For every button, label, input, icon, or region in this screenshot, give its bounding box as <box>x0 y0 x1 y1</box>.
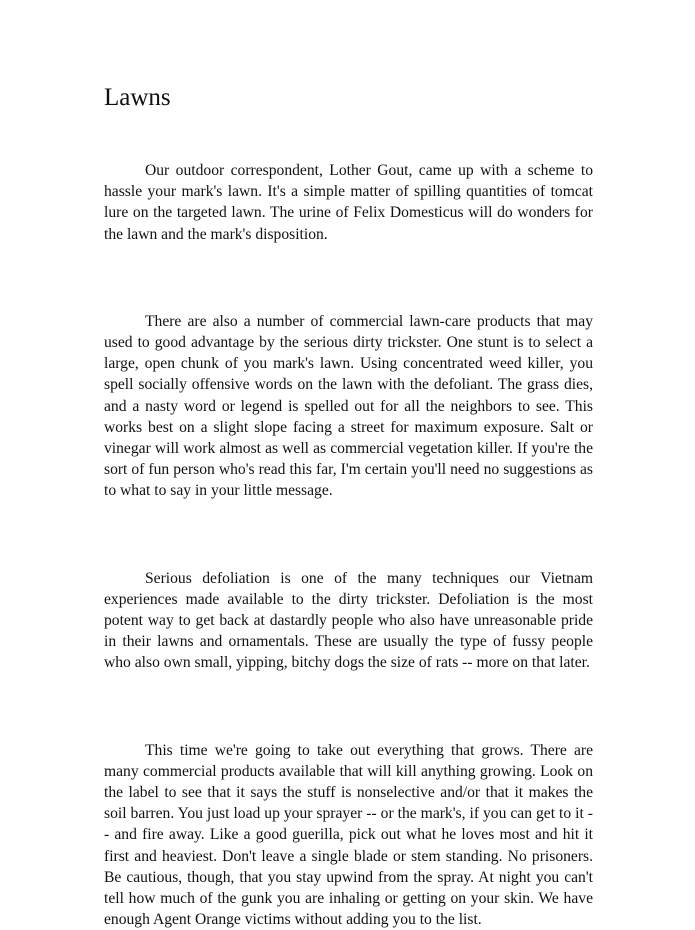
document-body <box>104 160 593 930</box>
page-title: Lawns <box>104 84 171 111</box>
paragraph-serious-defoliation: Serious defoliation is one of the many techniques our Vietnam experiences made available to the dirty trickster. Defoliation is the most potent way to get back at dastardly people who also have unreasonable pride in their lawns and ornamentals. These are usually the type of fussy people who also own small, yipping, bitchy dogs the size of rats -- more on that later. <box>104 569 593 672</box>
paragraph-take-out-everything: This time we're going to take out everything that grows. There are many commercial products available that will kill anything growing. Look on the label to see that it says the stuff is nonselective and/or that it makes the soil barren. You just load up your sprayer -- or the mark's, if you can get to it -- and fire away. Like a good guerilla, pick out what he loves most and hit it first and heaviest. Don't leave a single blade or stem standing. No prisoners. Be cautious, though, that you stay upwind from the spray. At night you can't tell how much of the gunk you are inhaling or getting on your skin. We have enough Agent Orange victims without adding you to the list. <box>104 741 593 929</box>
paragraph-lawn-care-products: There are also a number of commercial lawn-care products that may used to good advantage by the serious dirty trickster. One stunt is to select a large, open chunk of you mark's lawn. Using concentrated weed killer, you spell socially offensive words on the lawn with the defoliant. The grass dies, and a nasty word or legend is spelled out for all the neighbors to see. This works best on a slight slope facing a street for maximum exposure. Salt or vinegar will work almost as well as commercial vegetation killer. If you're the sort of fun person who's read this far, I'm certain you'll need no suggestions as to what to say in your little message. <box>104 312 593 500</box>
paragraph-tomcat-lure: Our outdoor correspondent, Lother Gout, came up with a scheme to hassle your mark's lawn. It's a simple matter of spilling quantities of tomcat lure on the targeted lawn. The urine of Felix Domesticus will do wonders for the lawn and the mark's disposition. <box>104 162 593 243</box>
